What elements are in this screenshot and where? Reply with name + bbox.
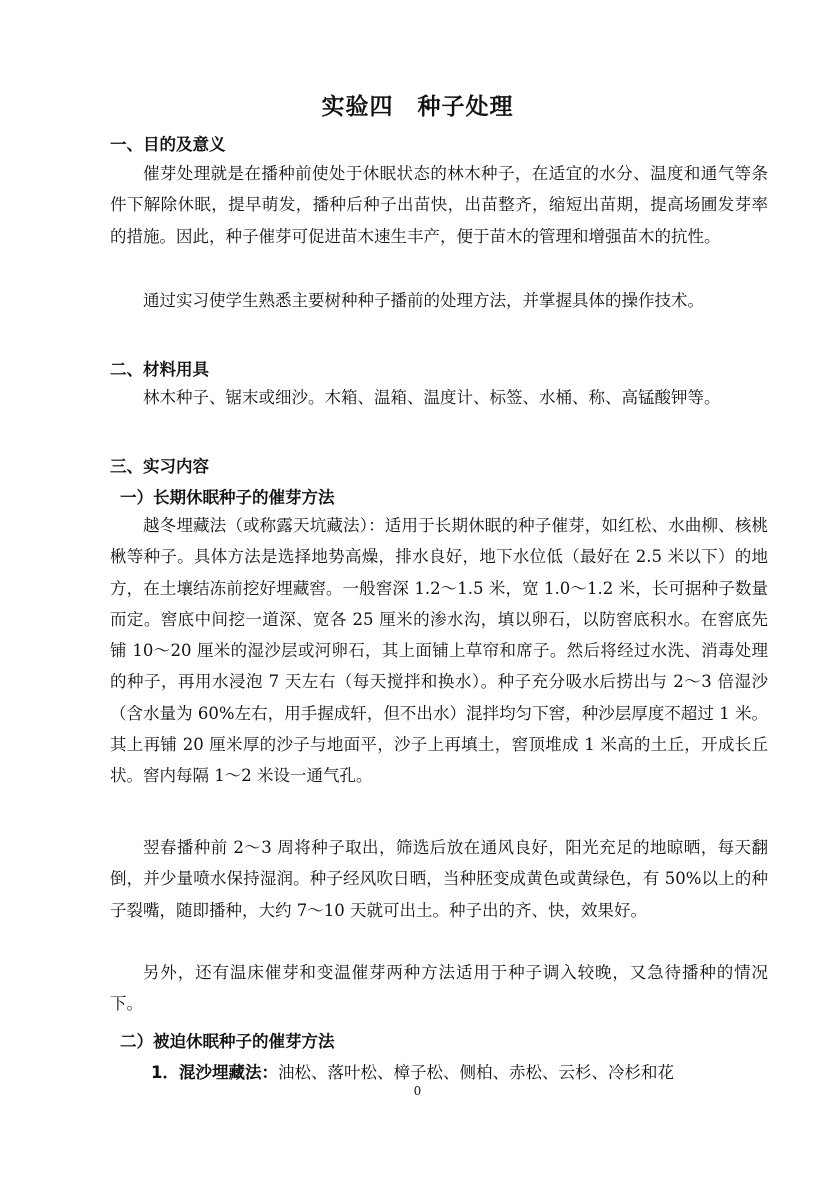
page-number: 0 [413, 1084, 422, 1098]
page-title: 实验四 种子处理 [321, 94, 514, 120]
paragraph-other-methods: 另外，还有温床催芽和变温催芽两种方法适用于种子调入较晚，又急待播种的情况下。 [110, 963, 768, 1014]
list-item-text: 油松、落叶松、樟子松、侧柏、赤松、云杉、冷杉和花 [277, 1063, 674, 1082]
paragraph-spring-sowing: 翌春播种前 2～3 周将种子取出，筛选后放在通风良好，阳光充足的地晾晒，每天翻倒，并少量喷水保持湿润。种子经风吹日晒，当种胚变成黄色或黄绿色，有 50%以上的种子裂嘴，随即播种，大约 7～10 天就可出土。种子出的齐、快，效果好。 [110, 838, 768, 920]
list-item-label: 1．混沙埋藏法： [151, 1063, 278, 1082]
list-item-sand-burial [151, 1059, 674, 1083]
paragraph-overwinter-burial: 越冬埋藏法（或称露天坑藏法）：适用于长期休眠的种子催芽，如红松、水曲柳、核桃楸等种子。具体方法是选择地势高燥，排水良好，地下水位低（最好在 2.5 米以下）的地方，在土壤结冻前挖好埋藏窖。一般窖深 1.2～1.5 米，宽 1.0～1.2 米，长可据种子数量而定。窖底中间挖一道深、宽各 25 厘米的渗水沟，填以卵石，以防窖底积水。在窖底先铺 10～20 厘米的湿沙层或河卵石，其上面铺上草帘和席子。然后将经过水洗、消毒处理的种子，再用水浸泡 7 天左右（每天搅拌和换水）。种子充分吸水后捞出与 2～3 倍湿沙（含水量为 60%左右，用手握成轩，但不出水）混拌均匀下窖，种沙层厚度不超过 1 米。其上再铺 20 厘米厚的沙子与地面平，沙子上再填土，窖顶堆成 1 米高的土丘，开成长丘状。窖内每隔 1～2 米设一通气孔。 [110, 516, 768, 786]
subsection-heading-long-dormancy: 一）长期休眠种子的催芽方法 [120, 488, 335, 507]
paragraph-purpose-2: 通过实习使学生熟悉主要树种种子播前的处理方法，并掌握具体的操作技术。 [143, 291, 704, 310]
section-heading-content: 三、实习内容 [110, 457, 209, 476]
section-heading-purpose: 一、目的及意义 [110, 135, 226, 154]
paragraph-purpose-1: 催芽处理就是在播种前使处于休眠状态的林木种子，在适宜的水分、温度和通气等条件下解除休眠，提早萌发，播种后种子出苗快，出苗整齐，缩短出苗期，提高场圃发芽率的措施。因此，种子催芽可促进苗木速生丰产，便于苗木的管理和增强苗木的抗性。 [110, 164, 768, 246]
section-heading-materials: 二、材料用具 [110, 360, 209, 379]
subsection-heading-forced-dormancy: 二）被迫休眠种子的催芽方法 [120, 1032, 335, 1051]
paragraph-materials: 林木种子、锯末或细沙。木箱、温箱、温度计、标签、水桶、称、高锰酸钾等。 [143, 388, 721, 407]
